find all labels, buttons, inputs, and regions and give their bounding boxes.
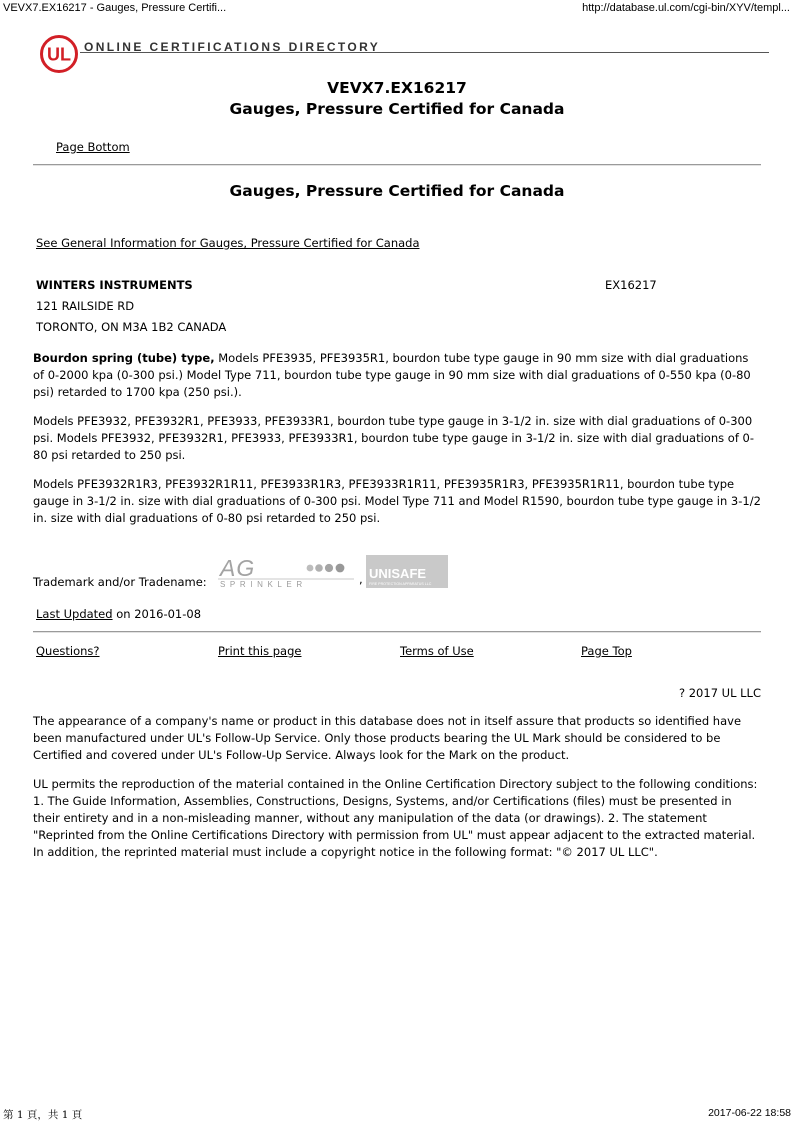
page-top-link[interactable]: Page Top [581, 644, 632, 658]
print-page-link[interactable]: Print this page [218, 644, 302, 658]
svg-text:SPRINKLER: SPRINKLER [220, 580, 307, 588]
page-title-name: Gauges, Pressure Certified for Canada [229, 100, 565, 118]
print-header-title: VEVX7.EX16217 - Gauges, Pressure Certifi... [3, 2, 227, 14]
svg-text:AG: AG [220, 555, 256, 581]
ul-logo-icon [39, 34, 79, 74]
print-footer-page: 第 1 頁，共 1 頁 [3, 1109, 83, 1121]
directory-title: ONLINE CERTIFICATIONS DIRECTORY [84, 40, 381, 54]
product-type-label: Bourdon spring (tube) type, [33, 351, 215, 365]
page-bottom-link[interactable]: Page Bottom [56, 140, 130, 154]
general-info-link[interactable]: See General Information for Gauges, Pressure Certified for Canada [36, 236, 420, 250]
svg-text:FIRE PROTECTION APPARATUS LLC: FIRE PROTECTION APPARATUS LLC [369, 582, 432, 586]
trademark-separator: , [359, 572, 363, 586]
copyright: ? 2017 UL LLC [678, 686, 761, 700]
ag-sprinkler-logo [218, 555, 356, 588]
product-paragraph-3: Models PFE3932R1R3, PFE3932R1R11, PFE3933R1R3, PFE3933R1R11, PFE3935R1R3, PFE3935R1R11, bourdon tube type gauge in 3-1/2 in. size with dial graduations of 0-300 psi. Model Type 711 and Model R1590, bourdon tube type gauge in 3-1/2 in. size with dial graduations of 0-80 psi retarded to 250 psi. [33, 477, 761, 525]
unisafe-logo [366, 555, 448, 588]
print-footer-datetime: 2017-06-22 18:58 [708, 1107, 791, 1119]
product-paragraph-1-text: Models PFE3935, PFE3935R1, bourdon tube type gauge in 90 mm size with dial graduations of 0-2000 kpa (0-300 psi.) Model Type 711, bourdon tube type gauge in 90 mm size with dial graduations of 0-550 kpa (0-80 psi) retarded to 1700 kpa (250 psi.). [33, 351, 751, 399]
ul-logo-mark: UL [47, 44, 71, 65]
section-title: Gauges, Pressure Certified for Canada [229, 182, 565, 200]
reproduction-terms-paragraph: UL permits the reproduction of the material contained in the Online Certification Directory subject to the following conditions: 1. The Guide Information, Assemblies, Constructions, Designs, Systems, and/or Certifications (files) must be presented in their entirety and in a non-misleading manner, without any manipulation of the data (or drawings). 2. The statement "Reprinted from the Online Certifications Directory with permission from UL" must appear adjacent to the extracted material. In addition, the reprinted material must include a copyright notice in the following format: "© 2017 UL LLC". [33, 777, 758, 859]
divider [33, 164, 761, 166]
company-address-line2: TORONTO, ON M3A 1B2 CANADA [36, 320, 227, 334]
last-updated-date: on 2016-01-08 [112, 607, 202, 621]
header-rule [80, 52, 769, 53]
last-updated [36, 607, 201, 621]
file-number: EX16217 [605, 278, 657, 292]
page-title-code: VEVX7.EX16217 [327, 79, 467, 97]
terms-of-use-link[interactable]: Terms of Use [400, 644, 474, 658]
questions-link[interactable]: Questions? [36, 644, 100, 658]
company-address-line1: 121 RAILSIDE RD [36, 299, 135, 313]
trademark-label: Trademark and/or Tradename: [33, 575, 207, 589]
ul-logo[interactable] [39, 34, 79, 74]
disclaimer-paragraph: The appearance of a company's name or product in this database does not in itself assure that products so identified have been manufactured under UL's Follow-Up Service. Only those products bearing the UL Mark should be considered to be Certified and covered under UL's Follow-Up Service. Always look for the Mark on the product. [33, 714, 742, 762]
product-paragraph-1 [33, 350, 761, 401]
product-paragraph-2: Models PFE3932, PFE3932R1, PFE3933, PFE3933R1, bourdon tube type gauge in 3-1/2 in. size with dial graduations of 0-300 psi. Models PFE3932, PFE3932R1, PFE3933, PFE3933R1, bourdon tube type gauge in 3-1/2 in. size with dial graduations of 0-80 psi retarded to 250 psi. [33, 414, 754, 462]
company-name: WINTERS INSTRUMENTS [36, 278, 193, 292]
last-updated-link[interactable]: Last Updated [36, 607, 113, 621]
divider [33, 631, 761, 633]
print-header-url: http://database.ul.com/cgi-bin/XYV/templ... [582, 2, 790, 14]
svg-text:UNISAFE: UNISAFE [369, 566, 427, 581]
